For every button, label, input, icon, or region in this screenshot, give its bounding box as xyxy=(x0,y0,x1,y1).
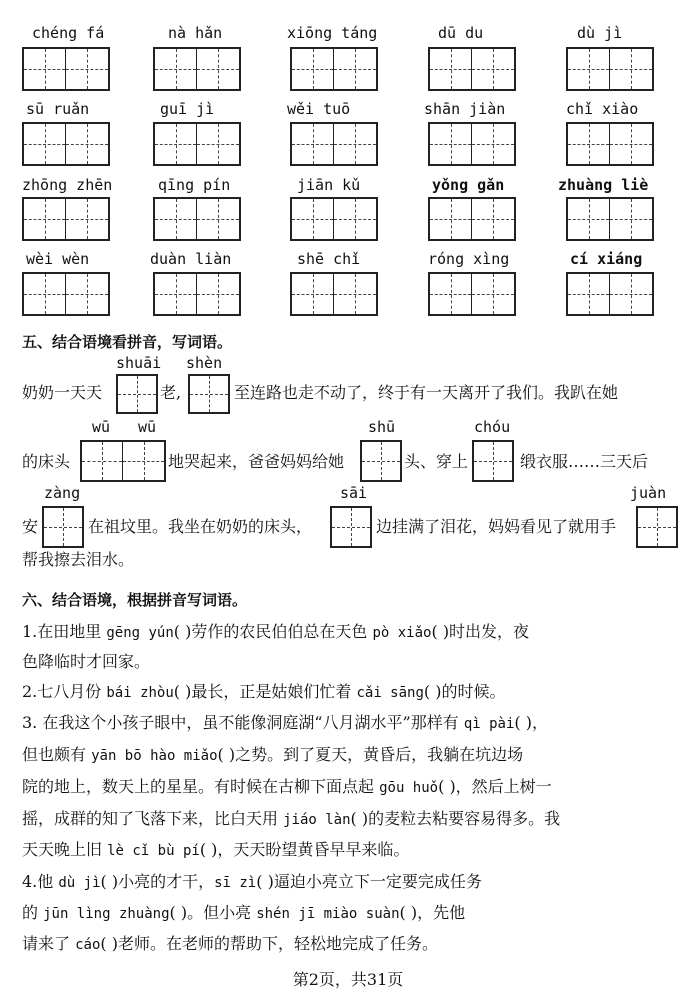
answer-box[interactable] xyxy=(360,440,402,482)
pinyin-inline: yān bō hào miǎo xyxy=(91,748,218,764)
pinyin-label: sū ruǎn xyxy=(26,100,90,118)
pinyin-inline: gēng yún xyxy=(106,625,174,641)
text-segment: ( )最长，正是姑娘们忙着 xyxy=(173,682,357,701)
answer-box[interactable] xyxy=(42,506,84,548)
text-segment: ( )的麦粒去粘要容易得多。我 xyxy=(350,809,561,828)
answer-box[interactable] xyxy=(428,122,516,166)
text-segment: 但也颇有 xyxy=(22,745,92,764)
answer-box[interactable] xyxy=(290,272,378,316)
text-segment: ( )，然后上树一 xyxy=(438,777,552,796)
pinyin-label: wèi wèn xyxy=(26,250,90,268)
answer-box[interactable] xyxy=(636,506,678,548)
pinyin-label: wū xyxy=(138,418,157,436)
text-segment: 地哭起来，爸爸妈妈给她 xyxy=(168,452,345,471)
text-segment: 天天晚上旧 xyxy=(22,840,108,859)
text-segment: 摇，成群的知了飞落下来，比白天用 xyxy=(22,809,284,828)
sentence-line xyxy=(22,776,552,799)
pinyin-label: juàn xyxy=(630,484,667,502)
pinyin-label: chóu xyxy=(474,418,511,436)
pinyin-label: guī jì xyxy=(160,100,215,118)
answer-box[interactable] xyxy=(566,272,654,316)
pinyin-label: dū du xyxy=(438,24,484,42)
sentence-line xyxy=(22,621,529,644)
pinyin-inline: jūn lìng zhuàng xyxy=(43,906,170,922)
answer-box[interactable] xyxy=(428,272,516,316)
text-segment: 1.在田地里 xyxy=(22,622,107,641)
pinyin-label: zàng xyxy=(44,484,81,502)
answer-box[interactable] xyxy=(22,47,110,91)
answer-box[interactable] xyxy=(22,197,110,241)
sentence-line xyxy=(22,744,523,767)
text-segment: 至连路也走不动了，终于有一天离开了我们。我趴在她 xyxy=(234,383,619,402)
pinyin-label: qīng pín xyxy=(158,176,231,194)
answer-box[interactable] xyxy=(330,506,372,548)
text-segment: 安 xyxy=(22,517,39,536)
sentence-line xyxy=(22,902,465,925)
sentence-line xyxy=(22,871,482,894)
text-segment: ( )， xyxy=(514,713,548,732)
sentence-line xyxy=(22,839,409,862)
answer-box[interactable] xyxy=(566,47,654,91)
text-segment: 4.他 xyxy=(22,872,59,891)
pinyin-label: shuāi xyxy=(116,354,162,372)
pinyin-label: róng xìng xyxy=(428,250,510,268)
pinyin-inline: cáo xyxy=(75,937,101,953)
answer-box[interactable] xyxy=(116,374,158,414)
pinyin-label: xiōng táng xyxy=(287,24,378,42)
section6-heading: 六、结合语境，根据拼音写词语。 xyxy=(22,591,248,609)
text-segment: 色降临时才回家。 xyxy=(22,652,151,671)
pinyin-label: chǐ xiào xyxy=(566,100,639,118)
answer-box[interactable] xyxy=(188,374,230,414)
pinyin-label: shān jiàn xyxy=(424,100,506,118)
pinyin-label: nà hǎn xyxy=(168,24,223,42)
text-segment: 的床头 xyxy=(22,452,71,471)
answer-box[interactable] xyxy=(80,440,166,482)
answer-box[interactable] xyxy=(22,272,110,316)
text-segment: ( )逼迫小亮立下一定要完成任务 xyxy=(256,872,482,891)
text-segment: ( )。但小亮 xyxy=(169,903,257,922)
page-footer: 第2页，共31页 xyxy=(292,970,404,989)
text-segment: ( )劳作的农民伯伯总在天色 xyxy=(173,622,373,641)
text-segment: 头、穿上 xyxy=(404,452,469,471)
sentence-line xyxy=(22,712,548,735)
text-segment: ( )的时候。 xyxy=(423,682,506,701)
pinyin-label: jiān kǔ xyxy=(297,176,361,194)
sentence-line xyxy=(22,651,150,673)
text-segment: 的 xyxy=(22,903,44,922)
pinyin-inline: gōu huǒ xyxy=(379,780,439,796)
text-segment: 缎衣服……三天后 xyxy=(520,452,649,471)
pinyin-label: yǒng gǎn xyxy=(432,176,505,194)
text-segment: 边挂满了泪花，妈妈看见了就用手 xyxy=(376,517,617,536)
pinyin-label: dù jì xyxy=(577,24,623,42)
answer-box[interactable] xyxy=(566,197,654,241)
text-segment: 奶奶一天天 xyxy=(22,383,103,402)
text-segment: 老, xyxy=(160,383,182,402)
answer-box[interactable] xyxy=(566,122,654,166)
text-segment: 帮我擦去泪水。 xyxy=(22,550,135,569)
pinyin-inline: shén jī miào suàn xyxy=(256,906,400,922)
answer-box[interactable] xyxy=(472,440,514,482)
answer-box[interactable] xyxy=(153,47,241,91)
text-segment: 请来了 xyxy=(22,934,76,953)
pinyin-label: cí xiáng xyxy=(570,250,643,268)
answer-box[interactable] xyxy=(153,272,241,316)
pinyin-inline: lè cǐ bù pí xyxy=(107,843,200,859)
text-segment: ( )老师。在老师的帮助下，轻松地完成了任务。 xyxy=(100,934,438,953)
pinyin-label: chéng fá xyxy=(32,24,105,42)
text-segment: 3. 在我这个小孩子眼中，虽不能像洞庭湖“八月湖水平”那样有 xyxy=(22,713,464,732)
text-segment: ( )时出发，夜 xyxy=(431,622,530,641)
pinyin-inline: qì pài xyxy=(463,716,515,732)
sentence-line xyxy=(22,681,505,704)
text-segment: ( )小亮的才干， xyxy=(100,872,215,891)
text-segment: ( )，天天盼望黄昏早早来临。 xyxy=(199,840,410,859)
pinyin-inline: cǎi sāng xyxy=(356,685,424,701)
pinyin-label: duàn liàn xyxy=(150,250,232,268)
pinyin-inline: bái zhòu xyxy=(106,685,174,701)
pinyin-inline: jiáo làn xyxy=(283,812,351,828)
answer-box[interactable] xyxy=(290,122,378,166)
text-segment: 在祖坟里。我坐在奶奶的床头， xyxy=(88,517,313,536)
text-segment: ( )之势。到了夏天，黄昏后，我躺在坑边场 xyxy=(217,745,524,764)
text-segment: 2.七八月份 xyxy=(22,682,107,701)
pinyin-label: shē chǐ xyxy=(297,250,361,268)
pinyin-label: shū xyxy=(368,418,396,436)
text-segment: 院的地上，数天上的星星。有时候在古柳下面点起 xyxy=(22,777,380,796)
pinyin-inline: pò xiǎo xyxy=(372,625,432,641)
sentence-line xyxy=(22,808,560,831)
answer-box[interactable] xyxy=(153,122,241,166)
pinyin-inline: dù jì xyxy=(58,875,101,891)
answer-box[interactable] xyxy=(22,122,110,166)
answer-box[interactable] xyxy=(290,197,378,241)
pinyin-label: shèn xyxy=(186,354,223,372)
pinyin-label: sāi xyxy=(340,484,368,502)
answer-box[interactable] xyxy=(290,47,378,91)
text-segment: ( )，先他 xyxy=(399,903,466,922)
answer-box[interactable] xyxy=(153,197,241,241)
pinyin-label: wū xyxy=(92,418,111,436)
pinyin-inline: sī zì xyxy=(214,875,257,891)
answer-box[interactable] xyxy=(428,47,516,91)
answer-box[interactable] xyxy=(428,197,516,241)
pinyin-label: zhōng zhēn xyxy=(22,176,113,194)
sentence-line xyxy=(22,933,438,956)
section5-heading: 五、结合语境看拼音，写词语。 xyxy=(22,333,233,351)
pinyin-label: zhuàng liè xyxy=(558,176,649,194)
pinyin-label: wěi tuō xyxy=(287,100,351,118)
